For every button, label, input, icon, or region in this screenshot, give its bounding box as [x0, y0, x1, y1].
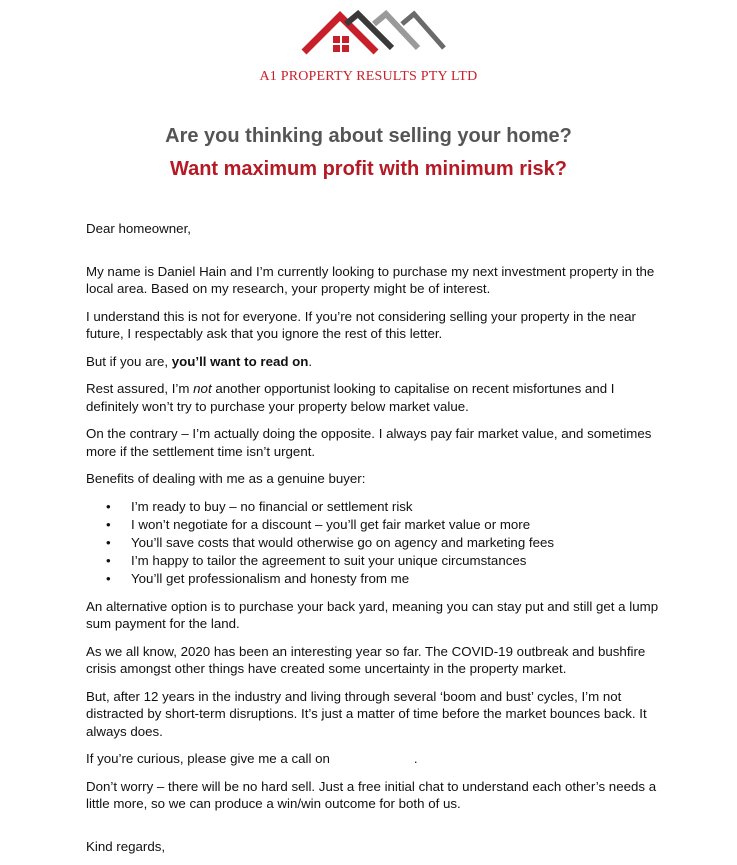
- bullet-icon: •: [106, 570, 111, 586]
- house-roofs-logo-icon: [298, 10, 446, 56]
- paragraph-experience: But, after 12 years in the industry and living through several ‘boom and bust’ cycles, I’m not distracted by short-term disruptions. It’s just a matter of time before the market bounces back. It always does.: [86, 688, 647, 739]
- company-name: A1 PROPERTY RESULTS PTY LTD: [259, 69, 478, 84]
- paragraph-intro: My name is Daniel Hain and I’m currently looking to purchase my next investment property in the local area. Based on my research, your property might be of interest.: [86, 263, 655, 296]
- not-emphasis: not: [193, 381, 212, 396]
- read-on-emphasis: you’ll want to read on: [171, 353, 309, 369]
- paragraph-not-opportunist: Rest assured, I’m not another opportunist looking to capitalise on recent misfortunes and I definitely won’t try to purchase your property below market value.: [86, 381, 615, 414]
- list-item: • I’m ready to buy – no financial or settlement risk: [106, 498, 413, 514]
- list-item: • I’m happy to tailor the agreement to suit your unique circumstances: [106, 552, 527, 568]
- bullet-icon: •: [106, 552, 111, 568]
- benefits-list: [86, 498, 661, 588]
- paragraph-2020: As we all know, 2020 has been an interesting year so far. The COVID-19 outbreak and bushfire crisis amongst other things have created some uncertainty in the property market.: [86, 643, 646, 676]
- list-item: • You’ll save costs that would otherwise go on agency and marketing fees: [106, 534, 555, 550]
- greeting: Dear homeowner,: [86, 221, 191, 236]
- letter-body: [86, 220, 661, 865]
- paragraph-no-hard-sell: Don’t worry – there will be no hard sell. Just a free initial chat to understand each other’s needs a little more, so we can produce a win/win outcome for both of us.: [86, 778, 657, 811]
- paragraph-back-yard: An alternative option is to purchase your back yard, meaning you can stay put and still get a lump sum payment for the land.: [86, 598, 659, 631]
- bullet-icon: •: [106, 534, 111, 550]
- bullet-icon: •: [106, 498, 111, 514]
- bullet-icon: •: [106, 516, 111, 532]
- signoff: Kind regards,: [86, 838, 166, 854]
- paragraph-call: If you’re curious, please give me a call on .: [86, 751, 418, 766]
- benefits-intro: Benefits of dealing with me as a genuine buyer:: [86, 471, 366, 486]
- paragraph-not-for-everyone: I understand this is not for everyone. If you’re not considering selling your property in the near future, I respectably ask that you ignore the rest of this letter.: [86, 308, 636, 341]
- headline-question: Are you thinking about selling your home?: [165, 125, 572, 147]
- headline-subtitle: Want maximum profit with minimum risk?: [169, 158, 568, 180]
- list-item: • You’ll get professionalism and honesty from me: [106, 570, 410, 586]
- paragraph-read-on: But if you are, you’ll want to read on.: [86, 353, 313, 369]
- list-item: • I won’t negotiate for a discount – you’ll get fair market value or more: [106, 516, 531, 532]
- paragraph-fair-value: On the contrary – I’m actually doing the opposite. I always pay fair market value, and sometimes more if the settlement time isn’t urgent.: [86, 426, 652, 459]
